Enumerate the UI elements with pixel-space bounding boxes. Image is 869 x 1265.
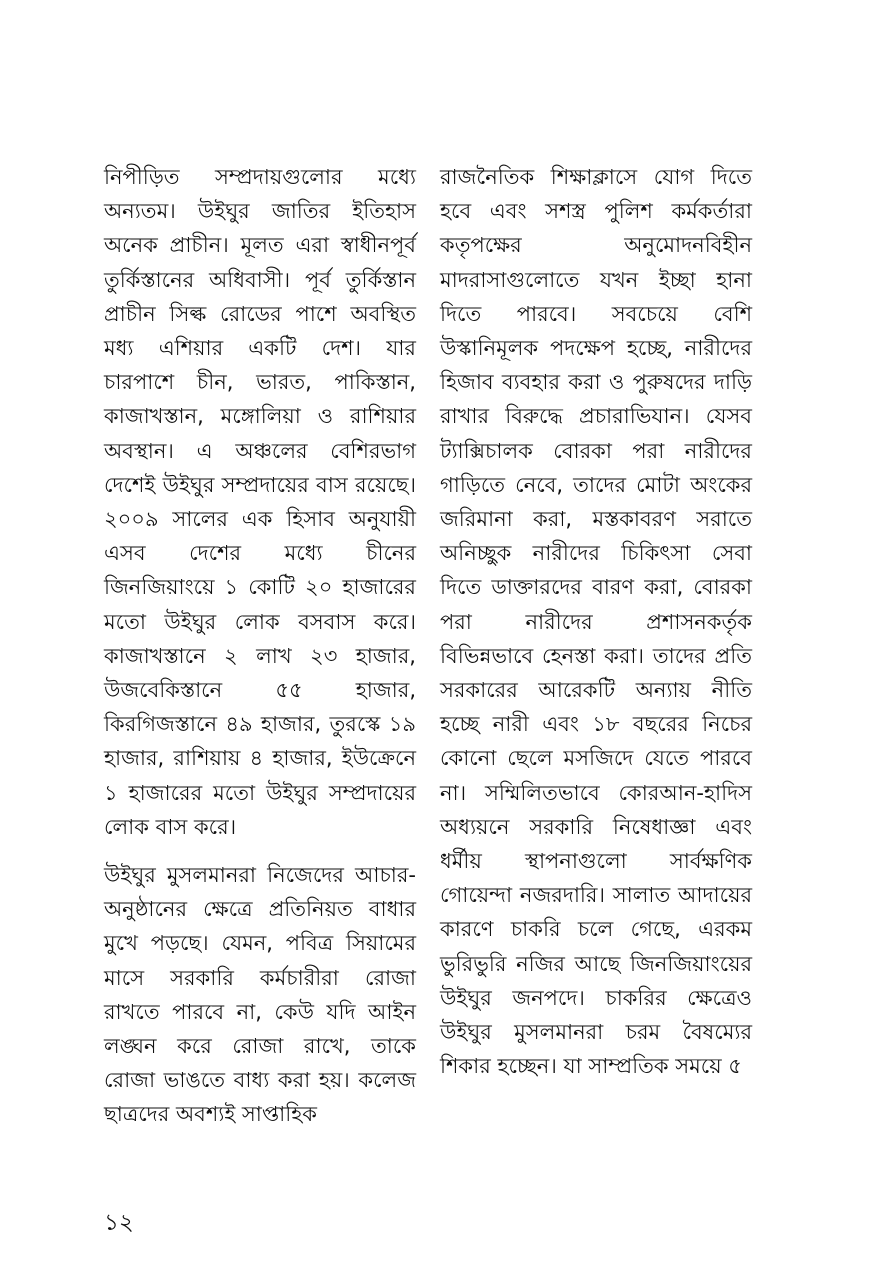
page-number: ১২ — [104, 1210, 134, 1236]
body-paragraph: উইঘুর মুসলমানরা নিজেদের আচার-অনুষ্ঠানের ক্ষেত্রে প্রতিনিয়ত বাধার মুখে পড়ছে। যেমন, পবিত্র সিয়ামের মাসে সরকারি কর্মচারীরা রোজা রাখতে পারবে না, কেউ যদি আইন লঙ্ঘন করে রোজা রাখে, তাকে রোজা ভাঙতে বাধ্য করা হয়। কলেজ ছাত্রদের অবশ্যই সাপ্তাহিক — [104, 863, 416, 1127]
left-text-column — [104, 160, 416, 1132]
body-paragraph: নিপীড়িত সম্প্রদায়গুলোর মধ্যে অন্যতম। উইঘুর জাতির ইতিহাস অনেক প্রাচীন। মূলত এরা স্বাধীনপূর্ব তুর্কিস্তানের অধিবাসী। পূর্ব তুর্কিস্তান প্রাচীন সিল্ক রোডের পাশে অবস্থিত মধ্য এশিয়ার একটি দেশ। যার চারপাশে চীন, ভারত, পাকিস্তান, কাজাখস্তান, মঙ্গোলিয়া ও রাশিয়ার অবস্থান। এ অঞ্চলের বেশিরভাগ দেশেই উইঘুর সম্প্রদায়ের বাস রয়েছে। ২০০৯ সালের এক হিসাব অনুযায়ী এসব দেশের মধ্যে চীনের জিনজিয়াংয়ে ১ কোটি ২০ হাজারের মতো উইঘুর লোক বসবাস করে। কাজাখস্তানে ২ লাখ ২৩ হাজার, উজবেকিস্তানে ৫৫ হাজার, কিরগিজস্তানে ৪৯ হাজার, তুরস্কে ১৯ হাজার, রাশিয়ায় ৪ হাজার, ইউক্রেনে ১ হাজারের মতো উইঘুর সম্প্রদায়ের লোক বাস করে। — [104, 165, 416, 839]
body-paragraph: রাজনৈতিক শিক্ষাক্লাসে যোগ দিতে হবে এবং সশস্ত্র পুলিশ কর্মকর্তারা কতৃপক্ষের অনুমোদনবিহীন মাদরাসাগুলোতে যখন ইচ্ছা হানা দিতে পারবে। সবচেয়ে বেশি উস্কানিমূলক পদক্ষেপ হচ্ছে, নারীদের হিজাব ব্যবহার করা ও পুরুষদের দাড়ি রাখার বিরুদ্ধে প্রচারাভিযান। যেসব ট্যাক্সিচালক বোরকা পরা নারীদের গাড়িতে নেবে, তাদের মোটা অংকের জরিমানা করা, মস্তকাবরণ সরাতে অনিচ্ছুক নারীদের চিকিৎসা সেবা দিতে ডাক্তারদের বারণ করা, বোরকা পরা নারীদের প্রশাসনকর্তৃক বিভিন্নভাবে হেনস্তা করা। তাদের প্রতি সরকারের আরেকটি অন্যায় নীতি হচ্ছে নারী এবং ১৮ বছরের নিচের কোনো ছেলে মসজিদে যেতে পারবে না। সম্মিলিতভাবে কোরআন-হাদিস অধ্যয়নে সরকারি নিষেধাজ্ঞা এবং ধর্মীয় স্থাপনাগুলো সার্বক্ষণিক গোয়েন্দা নজরদারি। সালাত আদায়ের কারণে চাকরি চলে গেছে, এরকম ভুরিভুরি নজির আছে জিনজিয়াংয়ের উইঘুর জনপদে। চাকরির ক্ষেত্রেও উইঘুর মুসলমানরা চরম বৈষম্যের শিকার হচ্ছেন। যা সাম্প্রতিক সময়ে ৫ — [440, 165, 752, 1079]
right-text-column — [440, 160, 752, 1083]
